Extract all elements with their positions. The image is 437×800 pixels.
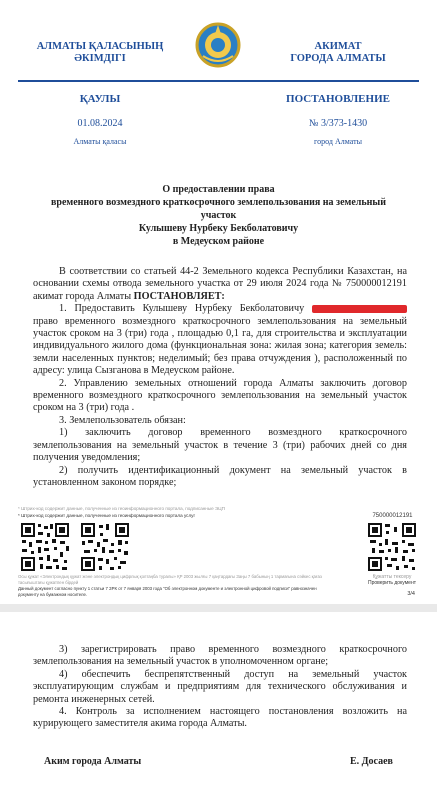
document-title: О предоставлении права временного возмездного краткосрочного землепользования на земельный участок Кулышеву Нурбеку Бекболатовичу в Медеуском районе bbox=[50, 184, 386, 247]
item-3-3: 3) зарегистрировать право временного возмездного краткосрочного землепользования на земельный участок в уполномоченном органе; bbox=[33, 644, 407, 668]
footer-legal-kz: Осы құжат «Электрондық құжат және электрондық цифрлық қолтаңба туралы» ҚР 2003 жылғы 7 қаңтардағы Заңы 7 бабының 1 тармағына сәйкес қағаз тасығыштағы құжатпен бірдей bbox=[18, 574, 322, 585]
issuer-title-kz: АЛМАТЫ ҚАЛАСЫНЫҢ ӘКІМДІГІ bbox=[36, 41, 164, 64]
qr-code-middle-icon bbox=[80, 522, 130, 572]
footer-doc-number: 750000012191 bbox=[372, 513, 413, 519]
item-4: 4. Контроль за исполнением настоящего постановления возложить на курирующего заместителя акима города Алматы. bbox=[33, 706, 407, 730]
check-document-link[interactable]: Проверить документ bbox=[367, 580, 417, 586]
signature-position: Аким города Алматы bbox=[44, 756, 142, 767]
doc-type-ru: ПОСТАНОВЛЕНИЕ bbox=[286, 93, 390, 105]
item-3: 3. Землепользователь обязан: bbox=[59, 414, 186, 426]
document-page-2 bbox=[0, 612, 437, 800]
issuer-title-ru: АКИМАТ ГОРОДА АЛМАТЫ bbox=[290, 41, 386, 64]
qr-code-left-icon bbox=[20, 522, 70, 572]
city-kz: Алматы қаласы bbox=[73, 137, 127, 146]
item-2: 2. Управлению земельных отношений города Алматы заключить договор временного возмездного краткосрочного землепользования на земельный участок сроком на 3 (три) года . bbox=[33, 377, 407, 414]
city-ru: город Алматы bbox=[314, 137, 362, 146]
document-body bbox=[33, 266, 407, 489]
qr-code-check-icon[interactable] bbox=[367, 522, 417, 572]
footer-note-1: * Штрих-код содержит данные, полученные из геоинформационного портала, подписанные ЭЦП bbox=[18, 506, 225, 511]
document-body-continued bbox=[33, 644, 407, 731]
item-3-2: 2) получить идентификационный документ на земельный участок в установленном законом порядке; bbox=[33, 464, 407, 488]
page-indicator: 3/4 bbox=[407, 591, 415, 597]
item-1: 1. Предоставить Кулышеву Нурбеку Бекболатовичу право временного возмездного краткосрочного землепользования на земельный участок сроком на 3 (три) года , площадью 0,1 га, для строительства и эксплуатации индивидуального жилого дома (функциональная зона: жилая зона; категория земель: земли населенных пунктов; неделимый; без права отчуждения ), расположенный по адресу: улица Сызганова в Медеуском районе. bbox=[33, 303, 407, 377]
intro-paragraph: В соответствии со статьей 44-2 Земельного кодекса Республики Казахстан, на основании схемы отвода земельного участка от 29 июля 2024 года № 750000012191 акимат города Алматы ПОСТАНОВЛЯЕТ: bbox=[33, 266, 407, 302]
doc-number: № 3/373-1430 bbox=[308, 118, 368, 129]
doc-date: 01.08.2024 bbox=[77, 118, 123, 129]
redaction-mark bbox=[312, 305, 407, 313]
check-document-kz: Құжатты тексеру bbox=[372, 574, 412, 580]
item-3-1: 1) заключить договор временного возмездного краткосрочного землепользования на земельный участок в течение 3 (три) рабочих дней со дня получения уведомления; bbox=[33, 427, 407, 464]
doc-type-kz: ҚАУЛЫ bbox=[79, 93, 121, 105]
item-3-4: 4) обеспечить беспрепятственный доступ на земельный участок эксплуатирующим службам и предприятиям для технического обслуживания и ремонта инженерных сетей. bbox=[33, 668, 407, 705]
footer-note-2: * Штрих-код содержит данные, полученные из геоинформационного портала услуг bbox=[18, 513, 196, 518]
header-divider bbox=[18, 80, 419, 82]
signature-name: Е. Досаев bbox=[350, 756, 393, 767]
state-emblem-icon bbox=[195, 22, 241, 68]
footer-legal-ru: Данный документ согласно пункту 1 статьи 7 ЗРК от 7 января 2003 года "Об электронном документе и электронной цифровой подписи" равнозначен документу на бумажном носителе. bbox=[18, 586, 317, 597]
